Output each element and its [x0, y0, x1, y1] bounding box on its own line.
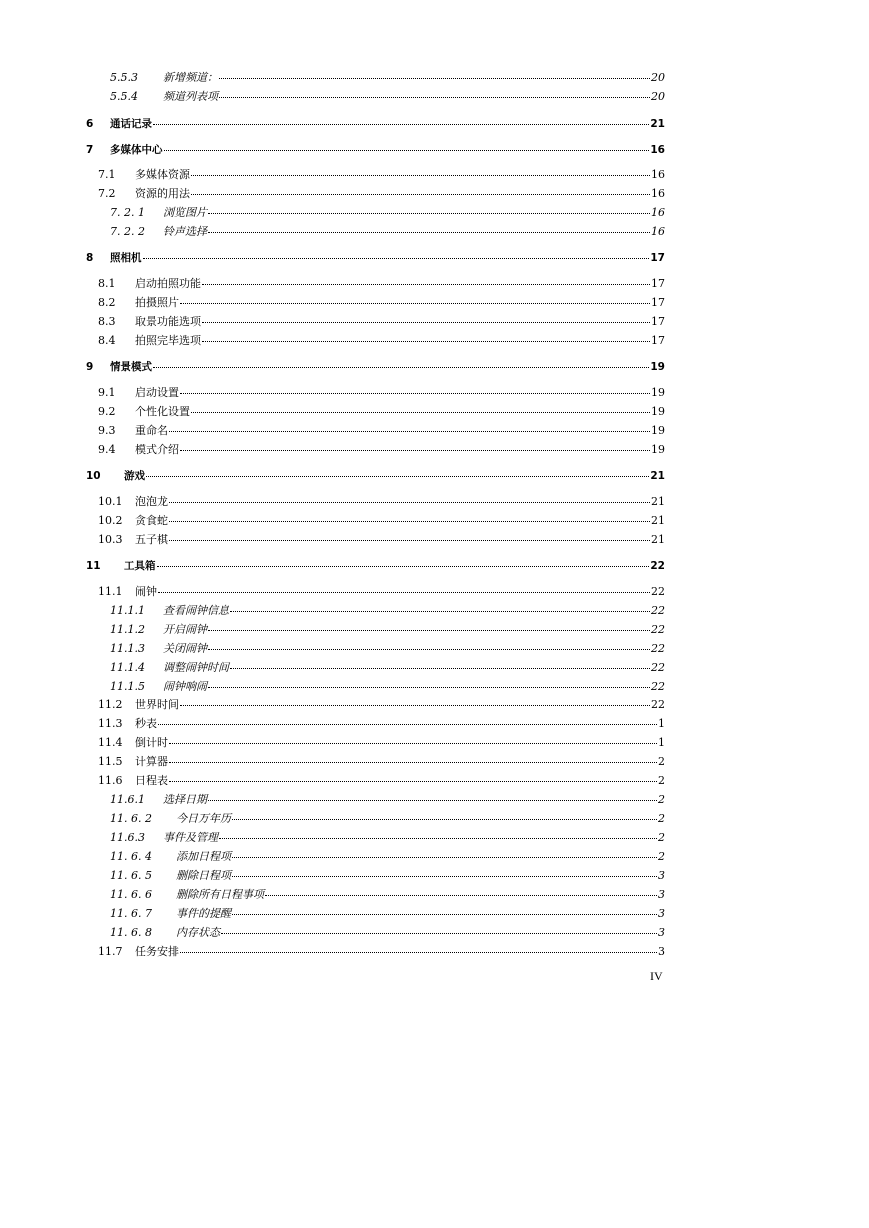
toc-entry[interactable]: [98, 697, 665, 713]
toc-entry-title: 秒表: [135, 717, 157, 730]
toc-entry-title: 个性化设置: [135, 405, 190, 418]
toc-entry-number: 9.3: [98, 424, 116, 437]
toc-entry-title: 资源的用法: [135, 187, 190, 200]
dot-leader: [180, 293, 650, 304]
toc-entry-number: 8.3: [98, 315, 116, 328]
toc-entry[interactable]: [98, 716, 665, 732]
toc-entry-title: 启动拍照功能: [135, 277, 201, 290]
toc-entry-title: 世界时间: [135, 698, 179, 711]
toc-entry-number: 11.7: [98, 945, 123, 958]
toc-entry-title: 选择日期: [163, 793, 207, 806]
dot-leader: [158, 582, 650, 593]
toc-entry-page: 3: [658, 945, 665, 958]
dot-leader: [169, 530, 650, 541]
page-number: IV: [650, 969, 663, 983]
toc-entry-number: 11.1.3: [110, 642, 145, 655]
toc-entry-page: 3: [658, 869, 665, 882]
dot-leader: [157, 556, 650, 567]
toc-entry[interactable]: [110, 925, 665, 941]
dot-leader: [202, 331, 650, 342]
dot-leader: [169, 771, 657, 782]
toc-entry[interactable]: [86, 250, 665, 266]
toc-entry-number: 7. 2. 2: [110, 225, 145, 238]
dot-leader: [180, 383, 650, 394]
toc-entry-number: 11: [86, 560, 101, 572]
toc-entry-page: 22: [651, 661, 665, 674]
toc-entry-page: 22: [650, 560, 665, 572]
toc-entry-number: 10.2: [98, 514, 123, 527]
toc-entry-title: 频道列表项: [163, 90, 218, 103]
toc-entry[interactable]: [86, 359, 665, 375]
toc-entry[interactable]: [110, 70, 665, 86]
toc-entry[interactable]: [110, 906, 665, 922]
dot-leader: [208, 620, 650, 631]
dot-leader: [191, 165, 650, 176]
dot-leader: [169, 492, 650, 503]
toc-entry-number: 11.1.5: [110, 680, 145, 693]
dot-leader: [180, 695, 650, 706]
toc-entry-page: 17: [651, 296, 665, 309]
toc-entry[interactable]: [110, 830, 665, 846]
toc-entry-number: 7. 2. 1: [110, 206, 145, 219]
toc-entry-page: 21: [651, 533, 665, 546]
toc-entry-page: 2: [658, 850, 665, 863]
toc-entry-page: 3: [658, 926, 665, 939]
toc-entry-page: 21: [651, 495, 665, 508]
toc-entry-page: 19: [651, 443, 665, 456]
dot-leader: [219, 68, 650, 79]
toc-entry-page: 21: [650, 118, 665, 130]
toc-entry-title: 多媒体中心: [110, 144, 163, 156]
toc-entry-number: 10: [86, 470, 101, 482]
toc-entry-number: 5.5.3: [110, 71, 138, 84]
toc-entry-title: 任务安排: [135, 945, 179, 958]
toc-entry-page: 1: [658, 717, 665, 730]
toc-entry-title: 删除所有日程事项: [176, 888, 264, 901]
toc-entry-title: 泡泡龙: [135, 495, 168, 508]
toc-entry-page: 2: [658, 812, 665, 825]
toc-entry-title: 新增频道：: [163, 71, 218, 84]
toc-entry[interactable]: [98, 442, 665, 458]
toc-entry[interactable]: [98, 494, 665, 510]
toc-entry-title: 倒计时: [135, 736, 168, 749]
toc-entry-page: 22: [651, 623, 665, 636]
toc-entry[interactable]: [98, 186, 665, 202]
toc-entry[interactable]: [98, 314, 665, 330]
toc-entry-page: 3: [658, 888, 665, 901]
toc-entry-page: 21: [651, 514, 665, 527]
toc-entry-number: 11.6.1: [110, 793, 145, 806]
toc-entry-page: 19: [650, 361, 665, 373]
toc-entry-page: 21: [650, 470, 665, 482]
toc-entry-title: 照相机: [110, 252, 142, 264]
toc-entry[interactable]: [98, 167, 665, 183]
toc-entry-page: 22: [651, 698, 665, 711]
dot-leader: [219, 828, 657, 839]
toc-entry-title: 事件及管理: [163, 831, 218, 844]
toc-entry-title: 拍摄照片: [135, 296, 179, 309]
dot-leader: [169, 752, 657, 763]
toc-entry-number: 10.3: [98, 533, 123, 546]
toc-entry-title: 内存状态: [176, 926, 220, 939]
toc-entry-number: 9.4: [98, 443, 116, 456]
dot-leader: [208, 203, 650, 214]
toc-entry-number: 11. 6. 7: [110, 907, 152, 920]
toc-entry[interactable]: [98, 735, 665, 751]
toc-entry-page: 2: [658, 793, 665, 806]
dot-leader: [158, 714, 657, 725]
toc-entry-title: 情景模式: [110, 361, 152, 373]
toc-entry-title: 闹钟: [135, 585, 157, 598]
toc-entry[interactable]: [86, 142, 665, 158]
dot-leader: [230, 658, 650, 669]
toc-entry-page: 22: [651, 604, 665, 617]
dot-leader: [153, 114, 649, 125]
toc-entry-page: 17: [651, 334, 665, 347]
toc-entry-page: 17: [650, 252, 665, 264]
dot-leader: [202, 312, 650, 323]
toc-entry-number: 10.1: [98, 495, 123, 508]
toc-entry-number: 8: [86, 252, 94, 264]
dot-leader: [232, 866, 657, 877]
toc-entry-page: 22: [651, 642, 665, 655]
dot-leader: [180, 942, 657, 953]
toc-entry[interactable]: [110, 792, 665, 808]
dot-leader: [191, 402, 650, 413]
toc-entry-number: 8.1: [98, 277, 116, 290]
toc-entry-number: 11.1.1: [110, 604, 145, 617]
toc-entry-title: 调整闹钟时间: [163, 661, 229, 674]
toc-entry-page: 16: [651, 225, 665, 238]
toc-entry[interactable]: [98, 276, 665, 292]
toc-entry-number: 11.6.3: [110, 831, 145, 844]
toc-entry-title: 通话记录: [110, 118, 152, 130]
toc-entry[interactable]: [110, 603, 665, 619]
toc-entry-number: 11.3: [98, 717, 123, 730]
toc-entry-title: 多媒体资源: [135, 168, 190, 181]
toc-entry-title: 浏览图片: [163, 206, 207, 219]
toc-entry-number: 8.2: [98, 296, 116, 309]
toc-entry-page: 3: [658, 907, 665, 920]
toc-entry[interactable]: [110, 868, 665, 884]
toc-entry-page: 19: [651, 424, 665, 437]
dot-leader: [232, 847, 657, 858]
toc-entry-number: 9.1: [98, 386, 116, 399]
toc-entry-page: 2: [658, 774, 665, 787]
toc-entry[interactable]: [86, 558, 665, 574]
toc-entry-number: 9: [86, 361, 94, 373]
toc-entry-title: 重命名: [135, 424, 168, 437]
toc-entry-title: 查看闹钟信息: [163, 604, 229, 617]
toc-entry[interactable]: [98, 385, 665, 401]
toc-entry-title: 拍照完毕选项: [135, 334, 201, 347]
toc-entry-number: 11.5: [98, 755, 123, 768]
toc-entry[interactable]: [110, 849, 665, 865]
toc-entry-page: 16: [650, 144, 665, 156]
toc-entry-title: 今日万年历: [176, 812, 231, 825]
dot-leader: [191, 184, 650, 195]
toc-entry[interactable]: [98, 532, 665, 548]
toc-entry-number: 11.6: [98, 774, 123, 787]
toc-entry-page: 17: [651, 277, 665, 290]
toc-entry-number: 7: [86, 144, 94, 156]
toc-entry-number: 7.2: [98, 187, 116, 200]
toc-entry-title: 关闭闹钟: [163, 642, 207, 655]
toc-entry-title: 贪食蛇: [135, 514, 168, 527]
dot-leader: [219, 87, 650, 98]
toc-entry-title: 取景功能选项: [135, 315, 201, 328]
toc-entry[interactable]: [98, 944, 665, 960]
toc-entry-title: 五子棋: [135, 533, 168, 546]
toc-entry-title: 铃声选择: [163, 225, 207, 238]
toc-entry-page: 2: [658, 831, 665, 844]
dot-leader: [153, 357, 649, 368]
toc-entry[interactable]: [110, 622, 665, 638]
toc-entry-page: 19: [651, 386, 665, 399]
toc-entry-title: 事件的提醒: [176, 907, 231, 920]
dot-leader: [230, 601, 650, 612]
dot-leader: [265, 885, 657, 896]
toc-entry-title: 模式介绍: [135, 443, 179, 456]
toc-entry[interactable]: [110, 887, 665, 903]
toc-entry-title: 启动设置: [135, 386, 179, 399]
toc-entry-number: 7.1: [98, 168, 116, 181]
toc-entry[interactable]: [98, 404, 665, 420]
toc-entry[interactable]: [110, 811, 665, 827]
toc-entry-number: 11.2: [98, 698, 123, 711]
toc-entry[interactable]: [98, 773, 665, 789]
dot-leader: [169, 511, 650, 522]
toc-entry-page: 20: [651, 90, 665, 103]
toc-entry-number: 11.4: [98, 736, 123, 749]
toc-entry-number: 11. 6. 6: [110, 888, 152, 901]
toc-entry-number: 6: [86, 118, 94, 130]
dot-leader: [208, 677, 650, 688]
toc-entry[interactable]: [98, 584, 665, 600]
toc-entry[interactable]: [98, 423, 665, 439]
toc-entry[interactable]: [98, 513, 665, 529]
toc-entry[interactable]: [86, 468, 665, 484]
dot-leader: [169, 733, 657, 744]
toc-entry-number: 11.1: [98, 585, 123, 598]
toc-entry-number: 11.1.4: [110, 661, 145, 674]
toc-entry-page: 17: [651, 315, 665, 328]
toc-entry[interactable]: [98, 295, 665, 311]
toc-entry[interactable]: [110, 89, 665, 105]
toc-entry[interactable]: [110, 205, 665, 221]
toc-entry-page: 22: [651, 680, 665, 693]
dot-leader: [180, 440, 650, 451]
toc-entry-page: 16: [651, 206, 665, 219]
toc-entry-number: 9.2: [98, 405, 116, 418]
toc-entry-number: 11. 6. 5: [110, 869, 152, 882]
toc-entry-page: 1: [658, 736, 665, 749]
dot-leader: [208, 639, 650, 650]
toc-entry-title: 日程表: [135, 774, 168, 787]
toc-entry-number: 11. 6. 8: [110, 926, 152, 939]
toc-entry-title: 计算器: [135, 755, 168, 768]
dot-leader: [164, 140, 650, 151]
dot-leader: [143, 248, 650, 259]
toc-entry-title: 闹钟响闹: [163, 680, 207, 693]
toc-entry-page: 22: [651, 585, 665, 598]
toc-entry-title: 删除日程项: [176, 869, 231, 882]
dot-leader: [221, 923, 657, 934]
dot-leader: [146, 466, 649, 477]
toc-entry[interactable]: [110, 679, 665, 695]
toc-entry-title: 开启闹钟: [163, 623, 207, 636]
toc-entry[interactable]: [110, 224, 665, 240]
toc-entry[interactable]: [98, 333, 665, 349]
toc-entry-title: 工具箱: [124, 560, 156, 572]
dot-leader: [169, 421, 650, 432]
toc-entry-number: 11. 6. 4: [110, 850, 152, 863]
dot-leader: [202, 274, 650, 285]
toc-entry-number: 5.5.4: [110, 90, 138, 103]
dot-leader: [208, 790, 657, 801]
toc-entry-number: 11.1.2: [110, 623, 145, 636]
dot-leader: [232, 904, 657, 915]
toc-entry-page: 2: [658, 755, 665, 768]
dot-leader: [208, 222, 650, 233]
toc-entry-page: 20: [651, 71, 665, 84]
toc-entry-page: 16: [651, 168, 665, 181]
toc-entry-title: 游戏: [124, 470, 145, 482]
toc-entry[interactable]: [110, 660, 665, 676]
toc-entry-title: 添加日程项: [176, 850, 231, 863]
toc-entry-number: 11. 6. 2: [110, 812, 152, 825]
toc-entry-page: 16: [651, 187, 665, 200]
toc-entry[interactable]: [110, 641, 665, 657]
dot-leader: [232, 809, 657, 820]
toc-entry[interactable]: [86, 116, 665, 132]
toc-entry[interactable]: [98, 754, 665, 770]
toc-entry-number: 8.4: [98, 334, 116, 347]
toc-entry-page: 19: [651, 405, 665, 418]
